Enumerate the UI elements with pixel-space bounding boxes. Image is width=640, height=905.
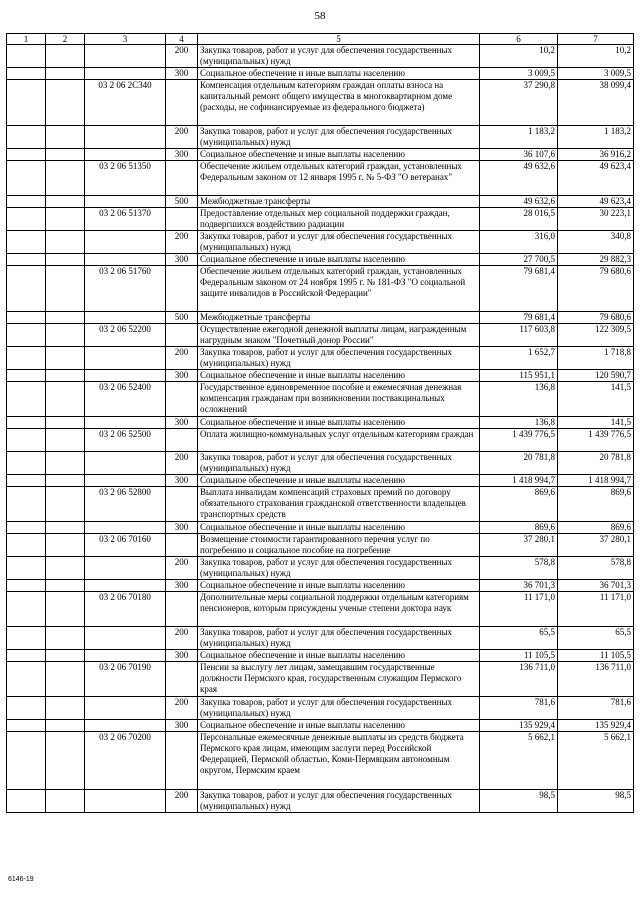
- item-name-cell: Социальное обеспечение и иные выплаты населению: [198, 254, 480, 266]
- subsection-cell: [46, 790, 85, 813]
- amount-year1-cell: 36 107,6: [480, 149, 558, 161]
- item-name-cell: Межбюджетные трансферты: [198, 196, 480, 208]
- expense-type-cell: 300: [166, 580, 198, 592]
- amount-year1-cell: 869,6: [480, 522, 558, 534]
- item-name-cell: Социальное обеспечение и иные выплаты населению: [198, 417, 480, 429]
- target-code-cell: [85, 196, 166, 208]
- section-cell: [7, 487, 46, 522]
- subsection-cell: [46, 231, 85, 254]
- subsection-cell: [46, 347, 85, 370]
- amount-year1-cell: 98,5: [480, 790, 558, 813]
- expense-type-cell: [166, 592, 198, 627]
- subsection-cell: [46, 650, 85, 662]
- subsection-cell: [46, 68, 85, 80]
- document-code: 6146-19: [8, 876, 34, 883]
- table-row: [7, 149, 634, 161]
- item-name-cell: Закупка товаров, работ и услуг для обеспечения государственных (муниципальных) нужд: [198, 231, 480, 254]
- subsection-cell: [46, 196, 85, 208]
- section-cell: [7, 697, 46, 720]
- section-cell: [7, 429, 46, 452]
- expense-type-cell: 200: [166, 452, 198, 475]
- amount-year2-cell: 49 623,4: [558, 196, 634, 208]
- target-code-cell: 03 2 06 70200: [85, 732, 166, 790]
- target-code-cell: [85, 417, 166, 429]
- amount-year1-cell: 117 603,8: [480, 324, 558, 347]
- expense-type-cell: [166, 208, 198, 231]
- amount-year1-cell: 136 711,0: [480, 662, 558, 697]
- subsection-cell: [46, 534, 85, 557]
- subsection-cell: [46, 161, 85, 196]
- section-cell: [7, 522, 46, 534]
- amount-year1-cell: 135 929,4: [480, 720, 558, 732]
- amount-year1-cell: 1 418 994,7: [480, 475, 558, 487]
- amount-year2-cell: 49 623,4: [558, 161, 634, 196]
- section-cell: [7, 662, 46, 697]
- table-row: [7, 790, 634, 813]
- target-code-cell: [85, 312, 166, 324]
- table-row: [7, 45, 634, 68]
- section-cell: [7, 266, 46, 312]
- expense-type-cell: 500: [166, 312, 198, 324]
- expense-type-cell: 300: [166, 370, 198, 382]
- section-cell: [7, 650, 46, 662]
- expense-type-cell: [166, 662, 198, 697]
- amount-year2-cell: 5 662,1: [558, 732, 634, 790]
- expense-type-cell: 500: [166, 196, 198, 208]
- target-code-cell: 03 2 06 2С340: [85, 80, 166, 126]
- item-name-cell: Закупка товаров, работ и услуг для обеспечения государственных (муниципальных) нужд: [198, 347, 480, 370]
- item-name-cell: Осуществление ежегодной денежной выплаты лицам, награжденным нагрудным знаком "Почетный донор России": [198, 324, 480, 347]
- target-code-cell: 03 2 06 51370: [85, 208, 166, 231]
- section-cell: [7, 720, 46, 732]
- target-code-cell: [85, 475, 166, 487]
- expense-type-cell: 300: [166, 68, 198, 80]
- section-cell: [7, 45, 46, 68]
- amount-year1-cell: 10,2: [480, 45, 558, 68]
- table-row: [7, 452, 634, 475]
- item-name-cell: Закупка товаров, работ и услуг для обеспечения государственных (муниципальных) нужд: [198, 45, 480, 68]
- table-row: [7, 580, 634, 592]
- expense-type-cell: [166, 534, 198, 557]
- item-name-cell: Социальное обеспечение и иные выплаты населению: [198, 522, 480, 534]
- amount-year1-cell: 781,6: [480, 697, 558, 720]
- section-cell: [7, 161, 46, 196]
- subsection-cell: [46, 208, 85, 231]
- target-code-cell: 03 2 06 70180: [85, 592, 166, 627]
- amount-year1-cell: 11 105,5: [480, 650, 558, 662]
- item-name-cell: Закупка товаров, работ и услуг для обеспечения государственных (муниципальных) нужд: [198, 627, 480, 650]
- amount-year2-cell: 1 418 994,7: [558, 475, 634, 487]
- amount-year1-cell: 1 652,7: [480, 347, 558, 370]
- table-row: [7, 126, 634, 149]
- table-row: [7, 650, 634, 662]
- section-cell: [7, 254, 46, 266]
- expense-type-cell: 200: [166, 627, 198, 650]
- amount-year2-cell: 30 223,1: [558, 208, 634, 231]
- amount-year1-cell: 115 951,1: [480, 370, 558, 382]
- target-code-cell: [85, 452, 166, 475]
- table-row: [7, 196, 634, 208]
- amount-year2-cell: 141,5: [558, 417, 634, 429]
- section-cell: [7, 208, 46, 231]
- table-row: [7, 662, 634, 697]
- item-name-cell: Предоставление отдельных мер социальной поддержки граждан, подвергшихся воздействию радиации: [198, 208, 480, 231]
- item-name-cell: Социальное обеспечение и иные выплаты населению: [198, 720, 480, 732]
- amount-year1-cell: 1 439 776,5: [480, 429, 558, 452]
- item-name-cell: Выплата инвалидам компенсаций страховых премий по договору обязательного страхования гражданской ответственности владельцев транспортных средств: [198, 487, 480, 522]
- amount-year2-cell: 120 590,7: [558, 370, 634, 382]
- amount-year2-cell: 869,6: [558, 522, 634, 534]
- target-code-cell: [85, 790, 166, 813]
- amount-year2-cell: 38 099,4: [558, 80, 634, 126]
- item-name-cell: Обеспечение жильем отдельных категорий граждан, установленных Федеральным законом от 12 января 1995 г. № 5-ФЗ "О ветеранах": [198, 161, 480, 196]
- item-name-cell: Социальное обеспечение и иные выплаты населению: [198, 370, 480, 382]
- amount-year1-cell: 37 290,8: [480, 80, 558, 126]
- amount-year1-cell: 5 662,1: [480, 732, 558, 790]
- item-name-cell: Социальное обеспечение и иные выплаты населению: [198, 650, 480, 662]
- item-name-cell: Социальное обеспечение и иные выплаты населению: [198, 475, 480, 487]
- amount-year2-cell: 578,8: [558, 557, 634, 580]
- target-code-cell: [85, 347, 166, 370]
- amount-year2-cell: 65,5: [558, 627, 634, 650]
- table-row: [7, 429, 634, 452]
- table-row: [7, 370, 634, 382]
- expense-type-cell: 200: [166, 557, 198, 580]
- table-row: [7, 347, 634, 370]
- target-code-cell: [85, 254, 166, 266]
- target-code-cell: [85, 650, 166, 662]
- table-row: [7, 417, 634, 429]
- subsection-cell: [46, 312, 85, 324]
- target-code-cell: 03 2 06 52400: [85, 382, 166, 417]
- item-name-cell: Межбюджетные трансферты: [198, 312, 480, 324]
- subsection-cell: [46, 627, 85, 650]
- target-code-cell: 03 2 06 51350: [85, 161, 166, 196]
- target-code-cell: 03 2 06 70190: [85, 662, 166, 697]
- table-row: [7, 522, 634, 534]
- target-code-cell: [85, 231, 166, 254]
- expense-type-cell: 300: [166, 475, 198, 487]
- expense-type-cell: [166, 80, 198, 126]
- expense-type-cell: 200: [166, 347, 198, 370]
- expense-type-cell: 300: [166, 650, 198, 662]
- amount-year1-cell: 136,8: [480, 382, 558, 417]
- expense-type-cell: [166, 161, 198, 196]
- target-code-cell: [85, 370, 166, 382]
- amount-year2-cell: 1 183,2: [558, 126, 634, 149]
- table-row: [7, 475, 634, 487]
- item-name-cell: Оплата жилищно-коммунальных услуг отдельным категориям граждан: [198, 429, 480, 452]
- amount-year1-cell: 316,0: [480, 231, 558, 254]
- amount-year2-cell: 98,5: [558, 790, 634, 813]
- section-cell: [7, 370, 46, 382]
- section-cell: [7, 534, 46, 557]
- subsection-cell: [46, 475, 85, 487]
- expense-type-cell: [166, 732, 198, 790]
- amount-year1-cell: 1 183,2: [480, 126, 558, 149]
- section-cell: [7, 324, 46, 347]
- amount-year1-cell: 79 681,4: [480, 266, 558, 312]
- column-header: 4: [166, 34, 198, 45]
- section-cell: [7, 732, 46, 790]
- item-name-cell: Социальное обеспечение и иные выплаты населению: [198, 149, 480, 161]
- expense-type-cell: 300: [166, 417, 198, 429]
- target-code-cell: [85, 580, 166, 592]
- amount-year2-cell: 869,6: [558, 487, 634, 522]
- item-name-cell: Пенсии за выслугу лет лицам, замещавшим государственные должности Пермского края, государственным служащим Пермского края: [198, 662, 480, 697]
- amount-year2-cell: 37 280,1: [558, 534, 634, 557]
- table-row: [7, 312, 634, 324]
- target-code-cell: 03 2 06 70160: [85, 534, 166, 557]
- section-cell: [7, 149, 46, 161]
- subsection-cell: [46, 45, 85, 68]
- subsection-cell: [46, 80, 85, 126]
- target-code-cell: 03 2 06 52500: [85, 429, 166, 452]
- column-header: 1: [7, 34, 46, 45]
- target-code-cell: [85, 149, 166, 161]
- table-row: [7, 68, 634, 80]
- column-header: 6: [480, 34, 558, 45]
- section-cell: [7, 452, 46, 475]
- table-row: [7, 697, 634, 720]
- table-row: [7, 627, 634, 650]
- target-code-cell: [85, 68, 166, 80]
- item-name-cell: Социальное обеспечение и иные выплаты населению: [198, 580, 480, 592]
- column-header: 7: [558, 34, 634, 45]
- target-code-cell: 03 2 06 51760: [85, 266, 166, 312]
- amount-year2-cell: 122 309,5: [558, 324, 634, 347]
- section-cell: [7, 557, 46, 580]
- target-code-cell: 03 2 06 52200: [85, 324, 166, 347]
- amount-year2-cell: 11 171,0: [558, 592, 634, 627]
- subsection-cell: [46, 254, 85, 266]
- item-name-cell: Закупка товаров, работ и услуг для обеспечения государственных (муниципальных) нужд: [198, 557, 480, 580]
- amount-year2-cell: 79 680,6: [558, 266, 634, 312]
- table-row: [7, 732, 634, 790]
- amount-year1-cell: 49 632,6: [480, 161, 558, 196]
- section-cell: [7, 126, 46, 149]
- column-number-header: [7, 34, 634, 45]
- section-cell: [7, 312, 46, 324]
- amount-year1-cell: 37 280,1: [480, 534, 558, 557]
- amount-year1-cell: 27 700,5: [480, 254, 558, 266]
- amount-year2-cell: 1 439 776,5: [558, 429, 634, 452]
- section-cell: [7, 475, 46, 487]
- table-row: [7, 80, 634, 126]
- subsection-cell: [46, 417, 85, 429]
- target-code-cell: [85, 627, 166, 650]
- expense-type-cell: 300: [166, 522, 198, 534]
- amount-year1-cell: 11 171,0: [480, 592, 558, 627]
- item-name-cell: Компенсация отдельным категориям граждан оплаты взноса на капитальный ремонт общего имущества в многоквартирном доме (расходы, не софинансируемые из федерального бюджета): [198, 80, 480, 126]
- column-header: 2: [46, 34, 85, 45]
- expense-type-cell: 300: [166, 149, 198, 161]
- expense-type-cell: 200: [166, 697, 198, 720]
- target-code-cell: [85, 522, 166, 534]
- section-cell: [7, 592, 46, 627]
- section-cell: [7, 790, 46, 813]
- expense-type-cell: [166, 382, 198, 417]
- subsection-cell: [46, 662, 85, 697]
- column-header: 3: [85, 34, 166, 45]
- amount-year2-cell: 3 009,5: [558, 68, 634, 80]
- target-code-cell: [85, 45, 166, 68]
- item-name-cell: Возмещение стоимости гарантированного перечня услуг по погребению и социальное пособие на погребение: [198, 534, 480, 557]
- expense-type-cell: 200: [166, 231, 198, 254]
- item-name-cell: Закупка товаров, работ и услуг для обеспечения государственных (муниципальных) нужд: [198, 126, 480, 149]
- amount-year2-cell: 781,6: [558, 697, 634, 720]
- item-name-cell: Обеспечение жильем отдельных категорий граждан, установленных Федеральным законом от 24 ноября 1995 г. № 181-ФЗ "О социальной защите инвалидов в Российской Федерации": [198, 266, 480, 312]
- amount-year1-cell: 578,8: [480, 557, 558, 580]
- item-name-cell: Закупка товаров, работ и услуг для обеспечения государственных (муниципальных) нужд: [198, 790, 480, 813]
- section-cell: [7, 627, 46, 650]
- table-row: [7, 720, 634, 732]
- subsection-cell: [46, 487, 85, 522]
- page-number: 58: [314, 10, 326, 22]
- subsection-cell: [46, 522, 85, 534]
- amount-year1-cell: 79 681,4: [480, 312, 558, 324]
- expense-type-cell: [166, 487, 198, 522]
- amount-year1-cell: 869,6: [480, 487, 558, 522]
- subsection-cell: [46, 720, 85, 732]
- amount-year2-cell: 135 929,4: [558, 720, 634, 732]
- amount-year2-cell: 79 680,6: [558, 312, 634, 324]
- expense-type-cell: [166, 324, 198, 347]
- item-name-cell: Государственное единовременное пособие и ежемесячная денежная компенсация гражданам при возникновении поствакцинальных осложнений: [198, 382, 480, 417]
- amount-year2-cell: 136 711,0: [558, 662, 634, 697]
- amount-year1-cell: 36 701,3: [480, 580, 558, 592]
- target-code-cell: 03 2 06 52800: [85, 487, 166, 522]
- amount-year2-cell: 141,5: [558, 382, 634, 417]
- target-code-cell: [85, 697, 166, 720]
- table-row: [7, 208, 634, 231]
- amount-year1-cell: 65,5: [480, 627, 558, 650]
- table-row: [7, 487, 634, 522]
- table-row: [7, 382, 634, 417]
- target-code-cell: [85, 720, 166, 732]
- target-code-cell: [85, 126, 166, 149]
- expense-type-cell: 200: [166, 126, 198, 149]
- item-name-cell: Персональные ежемесячные денежные выплаты из средств бюджета Пермского края лицам, имеющим заслуги перед Российской Федерацией, Пермской областью, Коми-Пермяцким автономным округом, Пермским краем: [198, 732, 480, 790]
- expense-type-cell: 200: [166, 45, 198, 68]
- subsection-cell: [46, 697, 85, 720]
- subsection-cell: [46, 382, 85, 417]
- subsection-cell: [46, 592, 85, 627]
- section-cell: [7, 580, 46, 592]
- column-header: 5: [198, 34, 480, 45]
- amount-year2-cell: 340,8: [558, 231, 634, 254]
- subsection-cell: [46, 557, 85, 580]
- amount-year1-cell: 49 632,6: [480, 196, 558, 208]
- target-code-cell: [85, 557, 166, 580]
- item-name-cell: Дополнительные меры социальной поддержки отдельным категориям пенсионеров, которым присуждены ученые степени доктора наук: [198, 592, 480, 627]
- amount-year2-cell: 11 105,5: [558, 650, 634, 662]
- subsection-cell: [46, 324, 85, 347]
- amount-year1-cell: 3 009,5: [480, 68, 558, 80]
- subsection-cell: [46, 732, 85, 790]
- expense-type-cell: 300: [166, 254, 198, 266]
- amount-year2-cell: 36 916,2: [558, 149, 634, 161]
- section-cell: [7, 382, 46, 417]
- table-row: [7, 266, 634, 312]
- amount-year2-cell: 20 781,8: [558, 452, 634, 475]
- budget-table: [6, 33, 634, 813]
- amount-year1-cell: 28 016,5: [480, 208, 558, 231]
- table-row: [7, 231, 634, 254]
- section-cell: [7, 68, 46, 80]
- table-row: [7, 534, 634, 557]
- expense-type-cell: 300: [166, 720, 198, 732]
- section-cell: [7, 417, 46, 429]
- amount-year2-cell: 1 718,8: [558, 347, 634, 370]
- subsection-cell: [46, 149, 85, 161]
- amount-year1-cell: 136,8: [480, 417, 558, 429]
- expense-type-cell: [166, 266, 198, 312]
- item-name-cell: Социальное обеспечение и иные выплаты населению: [198, 68, 480, 80]
- table-row: [7, 324, 634, 347]
- subsection-cell: [46, 429, 85, 452]
- section-cell: [7, 80, 46, 126]
- subsection-cell: [46, 370, 85, 382]
- item-name-cell: Закупка товаров, работ и услуг для обеспечения государственных (муниципальных) нужд: [198, 697, 480, 720]
- amount-year2-cell: 10,2: [558, 45, 634, 68]
- subsection-cell: [46, 452, 85, 475]
- expense-type-cell: 200: [166, 790, 198, 813]
- section-cell: [7, 231, 46, 254]
- table-row: [7, 557, 634, 580]
- subsection-cell: [46, 126, 85, 149]
- item-name-cell: Закупка товаров, работ и услуг для обеспечения государственных (муниципальных) нужд: [198, 452, 480, 475]
- amount-year2-cell: 29 882,3: [558, 254, 634, 266]
- table-row: [7, 592, 634, 627]
- subsection-cell: [46, 580, 85, 592]
- table-row: [7, 161, 634, 196]
- amount-year1-cell: 20 781,8: [480, 452, 558, 475]
- subsection-cell: [46, 266, 85, 312]
- section-cell: [7, 347, 46, 370]
- expense-type-cell: [166, 429, 198, 452]
- section-cell: [7, 196, 46, 208]
- table-row: [7, 254, 634, 266]
- amount-year2-cell: 36 701,3: [558, 580, 634, 592]
